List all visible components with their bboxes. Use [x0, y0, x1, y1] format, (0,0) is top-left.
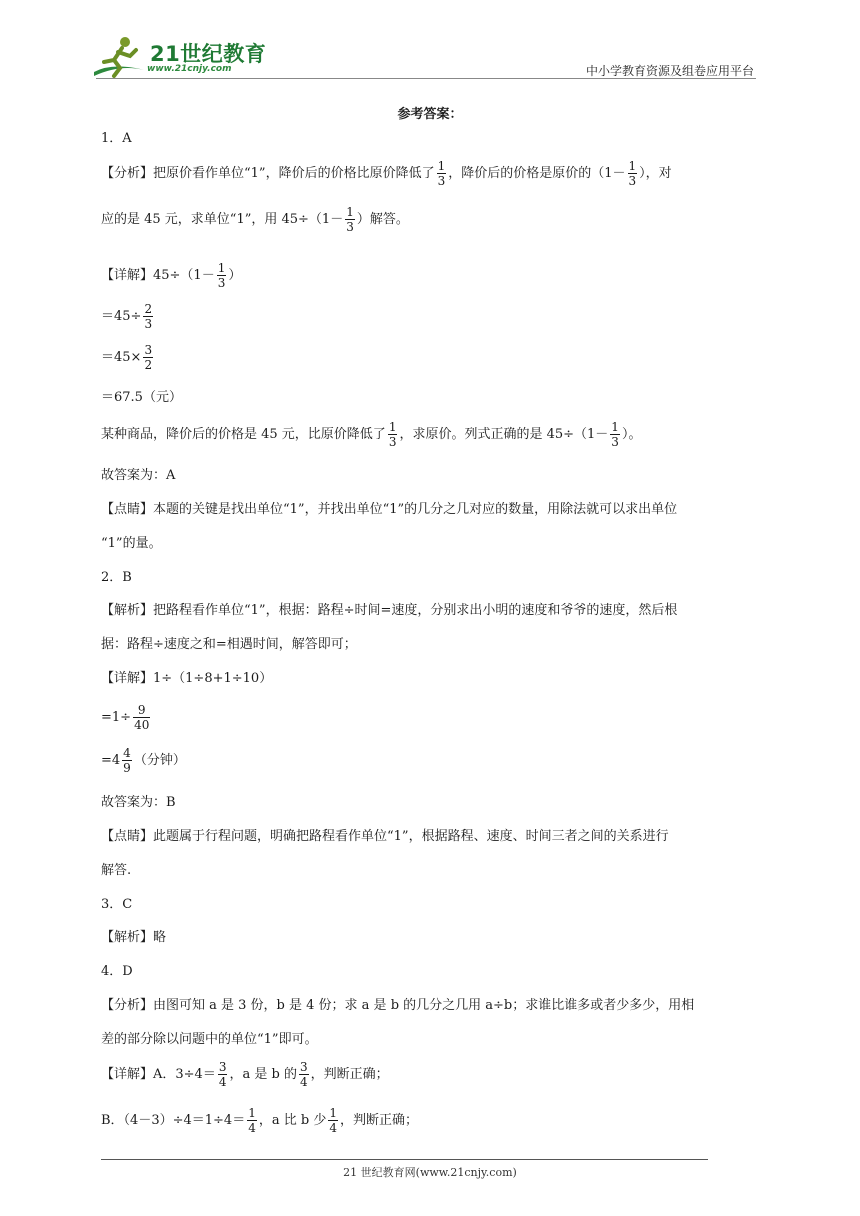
q1-detail: 【详解】45÷（1－ $\frac{1}{3}$ ）	[101, 261, 242, 290]
fraction: $\frac{9}{40}$	[134, 703, 150, 732]
q1-step1: ＝45÷ $\frac{2}{3}$	[101, 302, 153, 331]
fraction: $\frac{4}{9}$	[123, 746, 131, 775]
q2-step2: =4 $\frac{4}{9}$ （分钟）	[101, 746, 186, 775]
header-divider	[96, 78, 756, 79]
fraction: $\frac{1}{3}$	[388, 420, 397, 449]
fraction: $\frac{3}{4}$	[218, 1060, 227, 1089]
fraction: $\frac{3}{4}$	[299, 1060, 308, 1089]
q1-comment-line2: “1”的量。	[101, 536, 162, 551]
fraction: $\frac{1}{4}$	[248, 1106, 256, 1135]
logo-text: 21世纪教育	[150, 42, 267, 66]
q3-analysis: 【解析】略	[101, 930, 167, 945]
q2-analysis-line2: 据：路程÷速度之和=相遇时间，解答即可；	[101, 637, 357, 652]
q4-number: 4．D	[101, 964, 133, 979]
q4-detail-b: B．（4－3）÷4＝1÷4＝ $\frac{1}{4}$ ，a 比 b 少 $\frac{1}{4}$ ，判断正确；	[101, 1106, 418, 1135]
platform-name: 中小学教育资源及组卷应用平台	[585, 64, 754, 78]
fraction: $\frac{1}{3}$	[437, 159, 446, 188]
q3-number: 3．C	[101, 897, 133, 912]
fraction: $\frac{1}{3}$	[217, 261, 226, 290]
q4-analysis-line2: 差的部分除以问题中的单位“1”即可。	[101, 1032, 318, 1047]
q2-number: 2．B	[101, 570, 132, 585]
q2-answer: 故答案为：B	[101, 795, 176, 810]
fraction: $\frac{2}{3}$	[144, 302, 153, 331]
site-logo	[92, 34, 267, 80]
q2-detail: 【详解】1÷（1÷8+1÷10）	[101, 671, 273, 686]
q2-comment-line2: 解答.	[101, 863, 132, 878]
q1-answer: 故答案为：A	[101, 468, 176, 483]
footer-text: 21 世纪教育网(www.21cnjy.com)	[343, 1166, 517, 1179]
q1-analysis-line1: 【分析】把原价看作单位“1”，降价后的价格比原价降低了 $\frac{1}{3}$ ，降价后的价格是原价的（1－ $\frac{1}{3}$ ），对	[101, 159, 672, 188]
q4-detail-a: 【详解】A．3÷4＝ $\frac{3}{4}$ ，a 是 b 的 $\frac{3}{4}$ ，判断正确；	[101, 1060, 389, 1089]
fraction: $\frac{1}{4}$	[329, 1106, 337, 1135]
logo-url: www.21cnjy.com	[147, 64, 232, 74]
fraction: $\frac{1}{3}$	[628, 159, 637, 188]
fraction: $\frac{3}{2}$	[144, 343, 153, 372]
q2-comment-line1: 【点睛】此题属于行程问题，明确把路程看作单位“1”，根据路程、速度、时间三者之间的关系进行	[101, 829, 669, 844]
fraction: $\frac{1}{3}$	[346, 205, 354, 234]
q4-analysis-line1: 【分析】由图可知 a 是 3 份，b 是 4 份；求 a 是 b 的几分之几用 a÷b；求谁比谁多或者少多少，用相	[101, 998, 695, 1013]
footer-divider	[101, 1159, 708, 1160]
fraction: $\frac{1}{3}$	[611, 420, 619, 449]
q1-comment-line1: 【点睛】本题的关键是找出单位“1”，并找出单位“1”的几分之几对应的数量，用除法就可以求出单位	[101, 502, 678, 517]
page-title: 参考答案：	[397, 107, 463, 122]
q1-number: 1．A	[101, 131, 132, 146]
q1-step3: ＝67.5（元）	[101, 390, 182, 405]
q1-analysis-line2: 应的是 45 元，求单位“1”，用 45÷（1－ $\frac{1}{3}$ ）解答。	[101, 205, 409, 234]
q2-analysis-line1: 【解析】把路程看作单位“1”，根据：路程÷时间=速度，分别求出小明的速度和爷爷的速度，然后根	[101, 603, 678, 618]
runner-logo-icon	[92, 34, 148, 80]
q2-step1: =1÷ $\frac{9}{40}$	[101, 703, 150, 732]
q1-step2: ＝45× $\frac{3}{2}$	[101, 343, 153, 372]
q1-statement: 某种商品，降价后的价格是 45 元，比原价降低了 $\frac{1}{3}$ ，求原价。列式正确的是 45÷（1－ $\frac{1}{3}$ ）。	[101, 420, 642, 449]
